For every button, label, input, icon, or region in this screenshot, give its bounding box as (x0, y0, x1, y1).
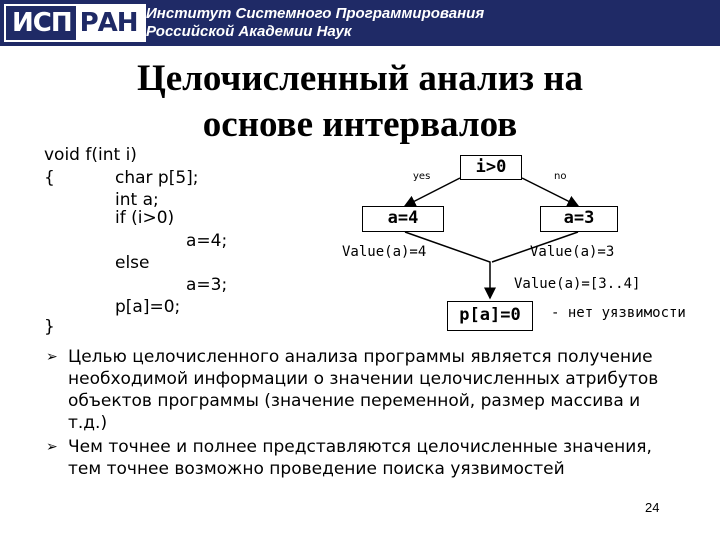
code-store: p[a]=0; (115, 297, 181, 317)
code-decl-int: int a; (115, 190, 159, 210)
institute-name-line2: Российской Академии Наук (146, 23, 352, 40)
edge-cond-to-left (405, 178, 460, 206)
bullet-text-1: Целью целочисленного анализа программы является получение необходимой информации о значении целочисленных атрибутов объектов программы (значение переменной, размер массива и т.д.) (68, 347, 659, 433)
code-assign4: a=4; (186, 231, 228, 251)
code-else: else (115, 253, 150, 273)
arrow-bullet-icon: ➢ (46, 439, 58, 455)
edge-label-yes: yes (413, 171, 431, 182)
code-assign3: a=3; (186, 275, 228, 295)
page-number: 24 (645, 500, 660, 515)
logo-ran-text: РАН (76, 6, 144, 40)
no-vulnerability-note: - нет уязвимости (551, 305, 686, 321)
bullet-item (46, 436, 666, 480)
institute-name-line1: Институт Системного Программирования (146, 5, 485, 22)
code-decl-char: char p[5]; (115, 168, 199, 188)
bullet-text-2: Чем точнее и полнее представляются целочисленные значения, тем точнее возможно проведение поиска уязвимостей (68, 437, 652, 479)
node-assign3: a=3 (540, 206, 618, 232)
edge-cond-to-right (522, 178, 578, 206)
node-condition: i>0 (460, 155, 522, 180)
merged-value-label: Value(a)=[3..4] (514, 276, 641, 292)
right-value-label: Value(a)=3 (530, 244, 615, 260)
slide-title-line1: Целочисленный анализ на (136, 58, 584, 99)
bullet-item (46, 346, 666, 434)
edge-left-to-bottom (405, 232, 490, 298)
node-store: p[a]=0 (447, 301, 533, 331)
code-line-signature: void f(int i) (44, 145, 137, 165)
edge-label-no: no (554, 171, 567, 182)
arrow-bullet-icon: ➢ (46, 349, 58, 365)
code-brace-open: { (44, 168, 55, 188)
code-brace-close: } (44, 317, 55, 337)
logo-isp-text: ИСП (12, 8, 72, 38)
bullet-list (46, 346, 666, 480)
left-value-label: Value(a)=4 (342, 244, 427, 260)
slide-title-line2: основе интервалов (202, 104, 518, 145)
node-assign4: a=4 (362, 206, 444, 232)
code-if: if (i>0) (115, 208, 175, 228)
